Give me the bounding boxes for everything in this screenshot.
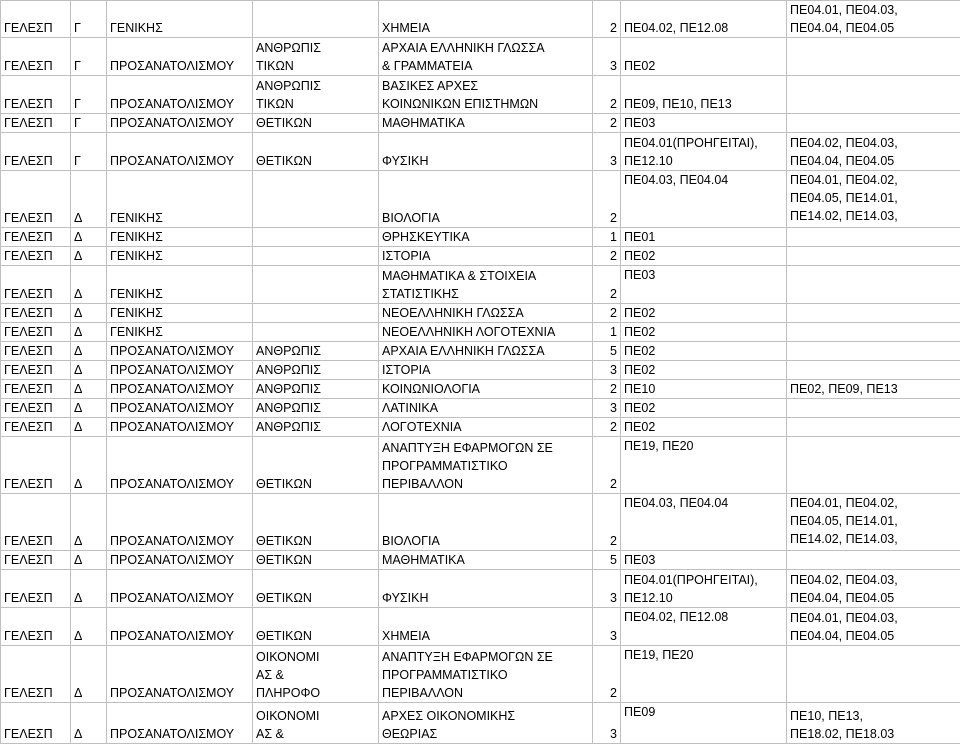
table-row	[1, 304, 960, 323]
subject-cell: ΑΡΧΑΙΑ ΕΛΛΗΝΙΚΗ ΓΛΩΣΣΑ	[379, 342, 593, 361]
school-type-cell: ΓΕΛΕΣΠ	[1, 38, 71, 76]
school-type-cell: ΓΕΛΕΣΠ	[1, 380, 71, 399]
secondary-specialty-cell: ΠΕ02, ΠΕ09, ΠΕ13	[787, 380, 960, 399]
category-cell: ΓΕΝΙΚΗΣ	[107, 228, 253, 247]
hours-cell: 5	[593, 342, 621, 361]
grade-cell: Γ	[71, 76, 107, 114]
secondary-specialty-cell: ΠΕ04.01, ΠΕ04.02, ΠΕ04.05, ΠΕ14.01, ΠΕ14.02, ΠΕ14.03,	[787, 171, 960, 228]
table-row	[1, 133, 960, 171]
grade-cell: Γ	[71, 1, 107, 38]
primary-specialty-cell: ΠΕ10	[621, 380, 787, 399]
table-row	[1, 76, 960, 114]
primary-specialty-cell: ΠΕ02	[621, 304, 787, 323]
subject-cell: ΧΗΜΕΙΑ	[379, 1, 593, 38]
secondary-specialty-cell	[787, 38, 960, 76]
secondary-specialty-cell	[787, 399, 960, 418]
school-type-cell: ΓΕΛΕΣΠ	[1, 171, 71, 228]
school-type-cell: ΓΕΛΕΣΠ	[1, 418, 71, 437]
hours-cell: 1	[593, 228, 621, 247]
subject-cell: ΧΗΜΕΙΑ	[379, 608, 593, 646]
secondary-specialty-cell	[787, 646, 960, 703]
school-type-cell: ΓΕΛΕΣΠ	[1, 114, 71, 133]
category-cell: ΠΡΟΣΑΝΑΤΟΛΙΣΜΟΥ	[107, 494, 253, 551]
primary-specialty-cell: ΠΕ19, ΠΕ20	[621, 437, 787, 494]
hours-cell: 2	[593, 247, 621, 266]
primary-specialty-cell: ΠΕ02	[621, 38, 787, 76]
subject-cell: ΑΝΑΠΤΥΞΗ ΕΦΑΡΜΟΓΩΝ ΣΕ ΠΡΟΓΡΑΜΜΑΤΙΣΤΙΚΟ ΠΕΡΙΒΑΛΛΟΝ	[379, 646, 593, 703]
table-row	[1, 228, 960, 247]
category-cell: ΓΕΝΙΚΗΣ	[107, 1, 253, 38]
table-row	[1, 646, 960, 703]
subject-cell: ΑΡΧΕΣ ΟΙΚΟΝΟΜΙΚΗΣ ΘΕΩΡΙΑΣ	[379, 703, 593, 744]
table-row	[1, 171, 960, 228]
secondary-specialty-cell	[787, 551, 960, 570]
school-type-cell: ΓΕΛΕΣΠ	[1, 342, 71, 361]
orientation-cell: ΑΝΘΡΩΠΙΣ	[253, 380, 379, 399]
secondary-specialty-cell	[787, 114, 960, 133]
school-type-cell: ΓΕΛΕΣΠ	[1, 133, 71, 171]
category-cell: ΓΕΝΙΚΗΣ	[107, 171, 253, 228]
grade-cell: Γ	[71, 114, 107, 133]
table-row	[1, 1, 960, 38]
hours-cell: 2	[593, 437, 621, 494]
subject-cell: ΜΑΘΗΜΑΤΙΚΑ	[379, 551, 593, 570]
category-cell: ΠΡΟΣΑΝΑΤΟΛΙΣΜΟΥ	[107, 703, 253, 744]
secondary-specialty-cell: ΠΕ04.02, ΠΕ04.03, ΠΕ04.04, ΠΕ04.05	[787, 133, 960, 171]
secondary-specialty-cell	[787, 304, 960, 323]
grade-cell: Δ	[71, 228, 107, 247]
secondary-specialty-cell	[787, 437, 960, 494]
orientation-cell: ΘΕΤΙΚΩΝ	[253, 494, 379, 551]
orientation-cell	[253, 171, 379, 228]
primary-specialty-cell: ΠΕ02	[621, 342, 787, 361]
hours-cell: 3	[593, 608, 621, 646]
primary-specialty-cell: ΠΕ02	[621, 418, 787, 437]
orientation-cell	[253, 304, 379, 323]
category-cell: ΠΡΟΣΑΝΑΤΟΛΙΣΜΟΥ	[107, 570, 253, 608]
primary-specialty-cell: ΠΕ02	[621, 323, 787, 342]
category-cell: ΠΡΟΣΑΝΑΤΟΛΙΣΜΟΥ	[107, 380, 253, 399]
grade-cell: Δ	[71, 646, 107, 703]
grade-cell: Δ	[71, 551, 107, 570]
hours-cell: 1	[593, 323, 621, 342]
primary-specialty-cell: ΠΕ03	[621, 266, 787, 304]
table-row	[1, 608, 960, 646]
table-row	[1, 380, 960, 399]
category-cell: ΠΡΟΣΑΝΑΤΟΛΙΣΜΟΥ	[107, 551, 253, 570]
primary-specialty-cell: ΠΕ04.03, ΠΕ04.04	[621, 171, 787, 228]
hours-cell: 2	[593, 114, 621, 133]
grade-cell: Δ	[71, 342, 107, 361]
subject-cell: ΑΡΧΑΙΑ ΕΛΛΗΝΙΚΗ ΓΛΩΣΣΑ & ΓΡΑΜΜΑΤΕΙΑ	[379, 38, 593, 76]
table-row	[1, 247, 960, 266]
hours-cell: 3	[593, 570, 621, 608]
grade-cell: Δ	[71, 494, 107, 551]
subject-cell: ΝΕΟΕΛΛΗΝΙΚΗ ΓΛΩΣΣΑ	[379, 304, 593, 323]
grade-cell: Δ	[71, 608, 107, 646]
primary-specialty-cell: ΠΕ02	[621, 399, 787, 418]
school-type-cell: ΓΕΛΕΣΠ	[1, 323, 71, 342]
orientation-cell	[253, 247, 379, 266]
hours-cell: 3	[593, 399, 621, 418]
secondary-specialty-cell	[787, 361, 960, 380]
subject-cell: ΑΝΑΠΤΥΞΗ ΕΦΑΡΜΟΓΩΝ ΣΕ ΠΡΟΓΡΑΜΜΑΤΙΣΤΙΚΟ ΠΕΡΙΒΑΛΛΟΝ	[379, 437, 593, 494]
hours-cell: 2	[593, 171, 621, 228]
category-cell: ΠΡΟΣΑΝΑΤΟΛΙΣΜΟΥ	[107, 361, 253, 380]
table-row	[1, 114, 960, 133]
secondary-specialty-cell: ΠΕ04.01, ΠΕ04.03, ΠΕ04.04, ΠΕ04.05	[787, 1, 960, 38]
secondary-specialty-cell	[787, 418, 960, 437]
hours-cell: 2	[593, 646, 621, 703]
hours-cell: 2	[593, 266, 621, 304]
category-cell: ΓΕΝΙΚΗΣ	[107, 304, 253, 323]
school-type-cell: ΓΕΛΕΣΠ	[1, 361, 71, 380]
grade-cell: Δ	[71, 266, 107, 304]
table-row	[1, 38, 960, 76]
subject-cell: ΜΑΘΗΜΑΤΙΚΑ & ΣΤΟΙΧΕΙΑ ΣΤΑΤΙΣΤΙΚΗΣ	[379, 266, 593, 304]
school-type-cell: ΓΕΛΕΣΠ	[1, 703, 71, 744]
subject-cell: ΦΥΣΙΚΗ	[379, 133, 593, 171]
grade-cell: Δ	[71, 361, 107, 380]
school-type-cell: ΓΕΛΕΣΠ	[1, 266, 71, 304]
table-body	[1, 1, 960, 744]
primary-specialty-cell: ΠΕ04.01(ΠΡΟΗΓΕΙΤΑΙ), ΠΕ12.10	[621, 133, 787, 171]
grade-cell: Δ	[71, 247, 107, 266]
subject-cell: ΚΟΙΝΩΝΙΟΛΟΓΙΑ	[379, 380, 593, 399]
orientation-cell: ΑΝΘΡΩΠΙΣ	[253, 399, 379, 418]
secondary-specialty-cell	[787, 323, 960, 342]
secondary-specialty-cell: ΠΕ10, ΠΕ13, ΠΕ18.02, ΠΕ18.03	[787, 703, 960, 744]
school-type-cell: ΓΕΛΕΣΠ	[1, 494, 71, 551]
primary-specialty-cell: ΠΕ03	[621, 114, 787, 133]
subject-cell: ΙΣΤΟΡΙΑ	[379, 361, 593, 380]
primary-specialty-cell: ΠΕ02	[621, 361, 787, 380]
subject-cell: ΒΙΟΛΟΓΙΑ	[379, 171, 593, 228]
table-row	[1, 342, 960, 361]
hours-cell: 2	[593, 304, 621, 323]
table-row	[1, 361, 960, 380]
table-row	[1, 437, 960, 494]
subject-cell: ΒΙΟΛΟΓΙΑ	[379, 494, 593, 551]
school-type-cell: ΓΕΛΕΣΠ	[1, 1, 71, 38]
school-type-cell: ΓΕΛΕΣΠ	[1, 551, 71, 570]
hours-cell: 3	[593, 133, 621, 171]
orientation-cell: ΘΕΤΙΚΩΝ	[253, 570, 379, 608]
orientation-cell: ΑΝΘΡΩΠΙΣ	[253, 342, 379, 361]
secondary-specialty-cell	[787, 247, 960, 266]
secondary-specialty-cell: ΠΕ04.01, ΠΕ04.03, ΠΕ04.04, ΠΕ04.05	[787, 608, 960, 646]
primary-specialty-cell: ΠΕ09	[621, 703, 787, 744]
table-row	[1, 399, 960, 418]
grade-cell: Δ	[71, 380, 107, 399]
category-cell: ΓΕΝΙΚΗΣ	[107, 266, 253, 304]
secondary-specialty-cell: ΠΕ04.02, ΠΕ04.03, ΠΕ04.04, ΠΕ04.05	[787, 570, 960, 608]
orientation-cell	[253, 1, 379, 38]
orientation-cell: ΟΙΚΟΝΟΜΙ ΑΣ &	[253, 703, 379, 744]
table-row	[1, 703, 960, 744]
subject-cell: ΙΣΤΟΡΙΑ	[379, 247, 593, 266]
school-type-cell: ΓΕΛΕΣΠ	[1, 76, 71, 114]
primary-specialty-cell: ΠΕ03	[621, 551, 787, 570]
subject-cell: ΒΑΣΙΚΕΣ ΑΡΧΕΣ ΚΟΙΝΩΝΙΚΩΝ ΕΠΙΣΤΗΜΩΝ	[379, 76, 593, 114]
grade-cell: Δ	[71, 418, 107, 437]
secondary-specialty-cell	[787, 342, 960, 361]
category-cell: ΠΡΟΣΑΝΑΤΟΛΙΣΜΟΥ	[107, 646, 253, 703]
hours-cell: 3	[593, 38, 621, 76]
category-cell: ΠΡΟΣΑΝΑΤΟΛΙΣΜΟΥ	[107, 399, 253, 418]
table-row	[1, 418, 960, 437]
orientation-cell: ΘΕΤΙΚΩΝ	[253, 114, 379, 133]
secondary-specialty-cell: ΠΕ04.01, ΠΕ04.02, ΠΕ04.05, ΠΕ14.01, ΠΕ14.02, ΠΕ14.03,	[787, 494, 960, 551]
secondary-specialty-cell	[787, 76, 960, 114]
school-type-cell: ΓΕΛΕΣΠ	[1, 304, 71, 323]
orientation-cell: ΘΕΤΙΚΩΝ	[253, 608, 379, 646]
category-cell: ΠΡΟΣΑΝΑΤΟΛΙΣΜΟΥ	[107, 342, 253, 361]
primary-specialty-cell: ΠΕ09, ΠΕ10, ΠΕ13	[621, 76, 787, 114]
hours-cell: 3	[593, 361, 621, 380]
primary-specialty-cell: ΠΕ04.02, ΠΕ12.08	[621, 608, 787, 646]
category-cell: ΠΡΟΣΑΝΑΤΟΛΙΣΜΟΥ	[107, 608, 253, 646]
subject-cell: ΝΕΟΕΛΛΗΝΙΚΗ ΛΟΓΟΤΕΧΝΙΑ	[379, 323, 593, 342]
secondary-specialty-cell	[787, 228, 960, 247]
school-type-cell: ΓΕΛΕΣΠ	[1, 608, 71, 646]
hours-cell: 2	[593, 418, 621, 437]
subject-cell: ΜΑΘΗΜΑΤΙΚΑ	[379, 114, 593, 133]
primary-specialty-cell: ΠΕ01	[621, 228, 787, 247]
hours-cell: 5	[593, 551, 621, 570]
school-type-cell: ΓΕΛΕΣΠ	[1, 437, 71, 494]
category-cell: ΠΡΟΣΑΝΑΤΟΛΙΣΜΟΥ	[107, 437, 253, 494]
table-row	[1, 570, 960, 608]
orientation-cell	[253, 228, 379, 247]
hours-cell: 2	[593, 494, 621, 551]
grade-cell: Δ	[71, 570, 107, 608]
primary-specialty-cell: ΠΕ04.01(ΠΡΟΗΓΕΙΤΑΙ), ΠΕ12.10	[621, 570, 787, 608]
orientation-cell: ΑΝΘΡΩΠΙΣ ΤΙΚΩΝ	[253, 76, 379, 114]
table-row	[1, 551, 960, 570]
school-type-cell: ΓΕΛΕΣΠ	[1, 646, 71, 703]
table-row	[1, 323, 960, 342]
subject-cell: ΘΡΗΣΚΕΥΤΙΚΑ	[379, 228, 593, 247]
primary-specialty-cell: ΠΕ04.03, ΠΕ04.04	[621, 494, 787, 551]
primary-specialty-cell: ΠΕ02	[621, 247, 787, 266]
school-type-cell: ΓΕΛΕΣΠ	[1, 570, 71, 608]
subject-cell: ΛΑΤΙΝΙΚΑ	[379, 399, 593, 418]
orientation-cell: ΘΕΤΙΚΩΝ	[253, 133, 379, 171]
subject-cell: ΛΟΓΟΤΕΧΝΙΑ	[379, 418, 593, 437]
table-row	[1, 266, 960, 304]
school-type-cell: ΓΕΛΕΣΠ	[1, 247, 71, 266]
hours-cell: 2	[593, 76, 621, 114]
category-cell: ΠΡΟΣΑΝΑΤΟΛΙΣΜΟΥ	[107, 418, 253, 437]
school-type-cell: ΓΕΛΕΣΠ	[1, 228, 71, 247]
orientation-cell: ΘΕΤΙΚΩΝ	[253, 551, 379, 570]
grade-cell: Δ	[71, 703, 107, 744]
grade-cell: Δ	[71, 399, 107, 418]
grade-cell: Γ	[71, 133, 107, 171]
orientation-cell: ΟΙΚΟΝΟΜΙ ΑΣ & ΠΛΗΡΟΦΟ	[253, 646, 379, 703]
hours-cell: 2	[593, 1, 621, 38]
grade-cell: Δ	[71, 304, 107, 323]
primary-specialty-cell: ΠΕ04.02, ΠΕ12.08	[621, 1, 787, 38]
hours-cell: 3	[593, 703, 621, 744]
category-cell: ΠΡΟΣΑΝΑΤΟΛΙΣΜΟΥ	[107, 76, 253, 114]
category-cell: ΠΡΟΣΑΝΑΤΟΛΙΣΜΟΥ	[107, 133, 253, 171]
secondary-specialty-cell	[787, 266, 960, 304]
category-cell: ΓΕΝΙΚΗΣ	[107, 247, 253, 266]
category-cell: ΠΡΟΣΑΝΑΤΟΛΙΣΜΟΥ	[107, 38, 253, 76]
grade-cell: Δ	[71, 437, 107, 494]
grade-cell: Δ	[71, 323, 107, 342]
orientation-cell: ΑΝΘΡΩΠΙΣ	[253, 418, 379, 437]
category-cell: ΓΕΝΙΚΗΣ	[107, 323, 253, 342]
orientation-cell	[253, 266, 379, 304]
hours-cell: 2	[593, 380, 621, 399]
orientation-cell: ΑΝΘΡΩΠΙΣ	[253, 361, 379, 380]
primary-specialty-cell: ΠΕ19, ΠΕ20	[621, 646, 787, 703]
orientation-cell: ΑΝΘΡΩΠΙΣ ΤΙΚΩΝ	[253, 38, 379, 76]
school-type-cell: ΓΕΛΕΣΠ	[1, 399, 71, 418]
category-cell: ΠΡΟΣΑΝΑΤΟΛΙΣΜΟΥ	[107, 114, 253, 133]
grade-cell: Γ	[71, 38, 107, 76]
subject-cell: ΦΥΣΙΚΗ	[379, 570, 593, 608]
orientation-cell: ΘΕΤΙΚΩΝ	[253, 437, 379, 494]
table-row	[1, 494, 960, 551]
grade-cell: Δ	[71, 171, 107, 228]
orientation-cell	[253, 323, 379, 342]
